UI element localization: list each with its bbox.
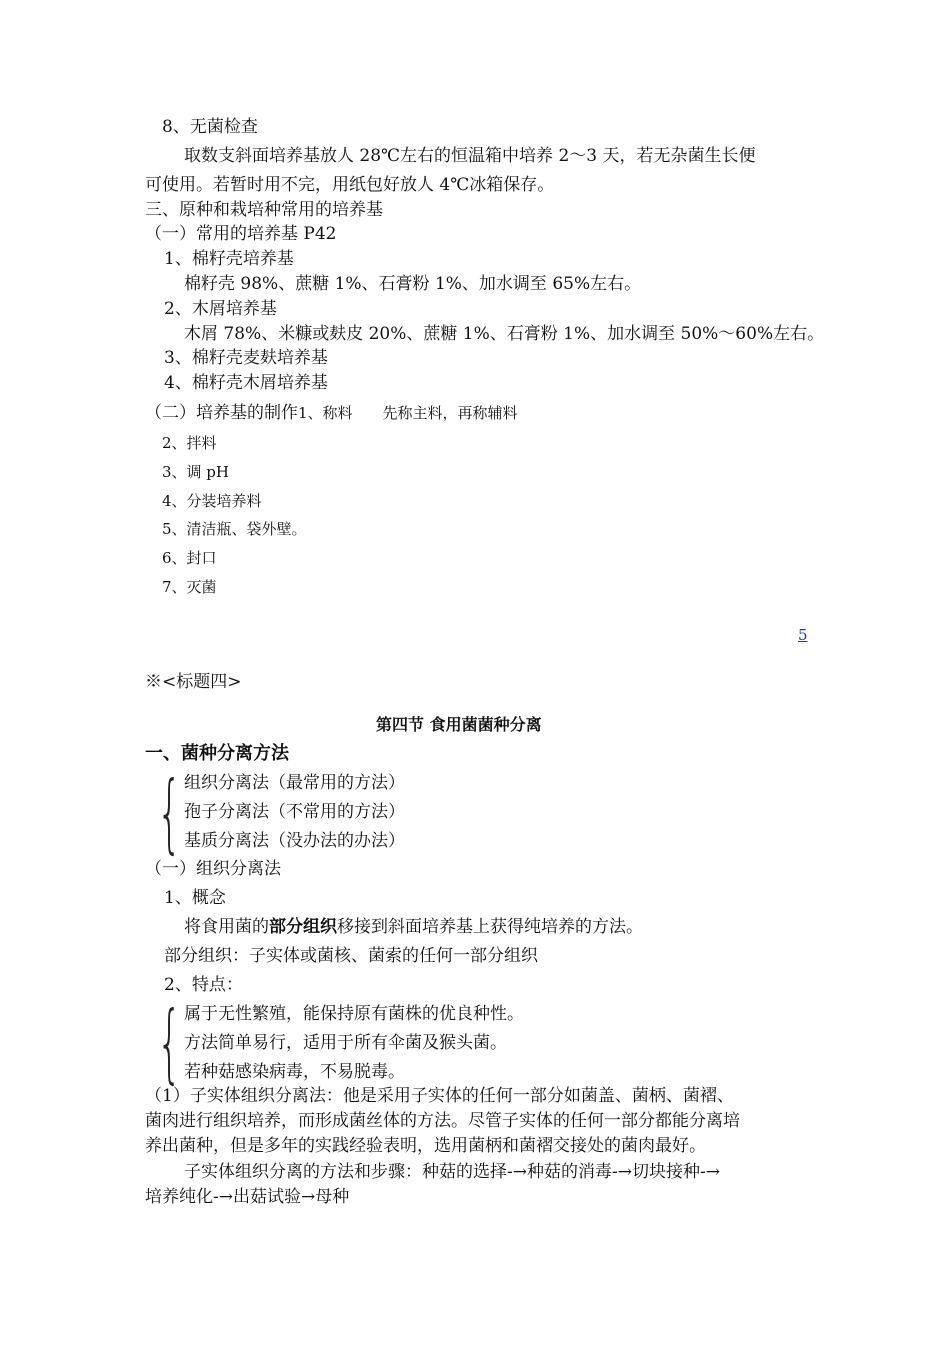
- medium-4-title: 4、棉籽壳木屑培养基: [164, 373, 328, 393]
- medium-2-title: 2、木屑培养基: [164, 299, 277, 319]
- brace-icon: {: [157, 763, 182, 863]
- medium-1-title: 1、棉籽壳培养基: [164, 249, 294, 269]
- concept-text-bold: 部分组织: [269, 917, 337, 937]
- method-item: 孢子分离法（不常用的方法）: [184, 802, 405, 822]
- subsection-1-heading: （一）常用的培养基 P42: [145, 224, 337, 244]
- paragraph-line: 养出菌种，但是多年的实践经验表明，选用菌柄和菌褶交接处的菌肉最好。: [145, 1136, 706, 1156]
- section-title: 第四节 食用菌菌种分离: [376, 715, 542, 734]
- subsection-2-heading: [145, 402, 518, 424]
- heading-marker: ※<标题四>: [145, 672, 242, 692]
- steps-line: 培养纯化-→出菇试验→母种: [145, 1187, 350, 1207]
- medium-3-title: 3、棉籽壳麦麸培养基: [164, 348, 328, 368]
- item8-text-line1: 取数支斜面培养基放人 28℃左右的恒温箱中培养 2～3 天，若无杂菌生长便: [184, 146, 756, 166]
- method-item: 组织分离法（最常用的方法）: [184, 773, 405, 793]
- partial-definition: 部分组织：子实体或菌核、菌索的任何一部分组织: [164, 946, 538, 966]
- item8-text-line2: 可使用。若暂时用不完，用纸包好放人 4℃冰箱保存。: [145, 175, 555, 195]
- paragraph-line: （1）子实体组织分离法：他是采用子实体的任何一部分如菌盖、菌柄、菌褶、: [145, 1086, 734, 1106]
- heading-1: 一、菌种分离方法: [145, 743, 289, 764]
- step-item: 7、灭菌: [162, 578, 217, 596]
- steps-line: 子实体组织分离的方法和步骤：种菇的选择-→种菇的消毒-→切块接种-→: [184, 1162, 720, 1182]
- step-item: 3、调 pH: [162, 463, 229, 481]
- subsection-heading: （一）组织分离法: [145, 859, 281, 879]
- step-item: 5、清洁瓶、袋外壁。: [162, 520, 307, 538]
- concept-text-post: 移接到斜面培养基上获得纯培养的方法。: [337, 917, 643, 937]
- page-number[interactable]: 5: [798, 626, 808, 644]
- step-item: 4、分装培养料: [162, 492, 262, 510]
- subsection-2-title: （二）培养基的制作: [145, 403, 298, 423]
- feature-item: 属于无性繁殖，能保持原有菌株的优良种性。: [184, 1004, 524, 1024]
- features-title: 2、特点：: [164, 975, 243, 995]
- step-item: 2、拌料: [162, 434, 217, 452]
- paragraph-line: 菌肉进行组织培养，而形成菌丝体的方法。尽管子实体的任何一部分都能分离培: [145, 1111, 740, 1131]
- feature-item: 方法简单易行，适用于所有伞菌及猴头菌。: [184, 1033, 507, 1053]
- feature-item: 若种菇感染病毒，不易脱毒。: [184, 1062, 405, 1082]
- method-item: 基质分离法（没办法的办法）: [184, 831, 405, 851]
- concept-text: [184, 916, 643, 938]
- medium-2-text: 木屑 78%、米糠或麸皮 20%、蔗糖 1%、石膏粉 1%、加水调至 50%～60%左右。: [184, 324, 825, 344]
- step-item: 6、封口: [162, 549, 217, 567]
- step-1-text: 1、称料 先称主料，再称辅料: [298, 404, 518, 422]
- concept-text-pre: 将食用菌的: [184, 917, 269, 937]
- section-3-heading: 三、原种和栽培种常用的培养基: [145, 200, 383, 220]
- item8-title: 8、无菌检查: [162, 117, 258, 137]
- page-number-link[interactable]: [798, 624, 808, 646]
- medium-1-text: 棉籽壳 98%、蔗糖 1%、石膏粉 1%、加水调至 65%左右。: [184, 274, 642, 294]
- concept-title: 1、概念: [164, 888, 226, 908]
- brace-icon: {: [157, 993, 182, 1093]
